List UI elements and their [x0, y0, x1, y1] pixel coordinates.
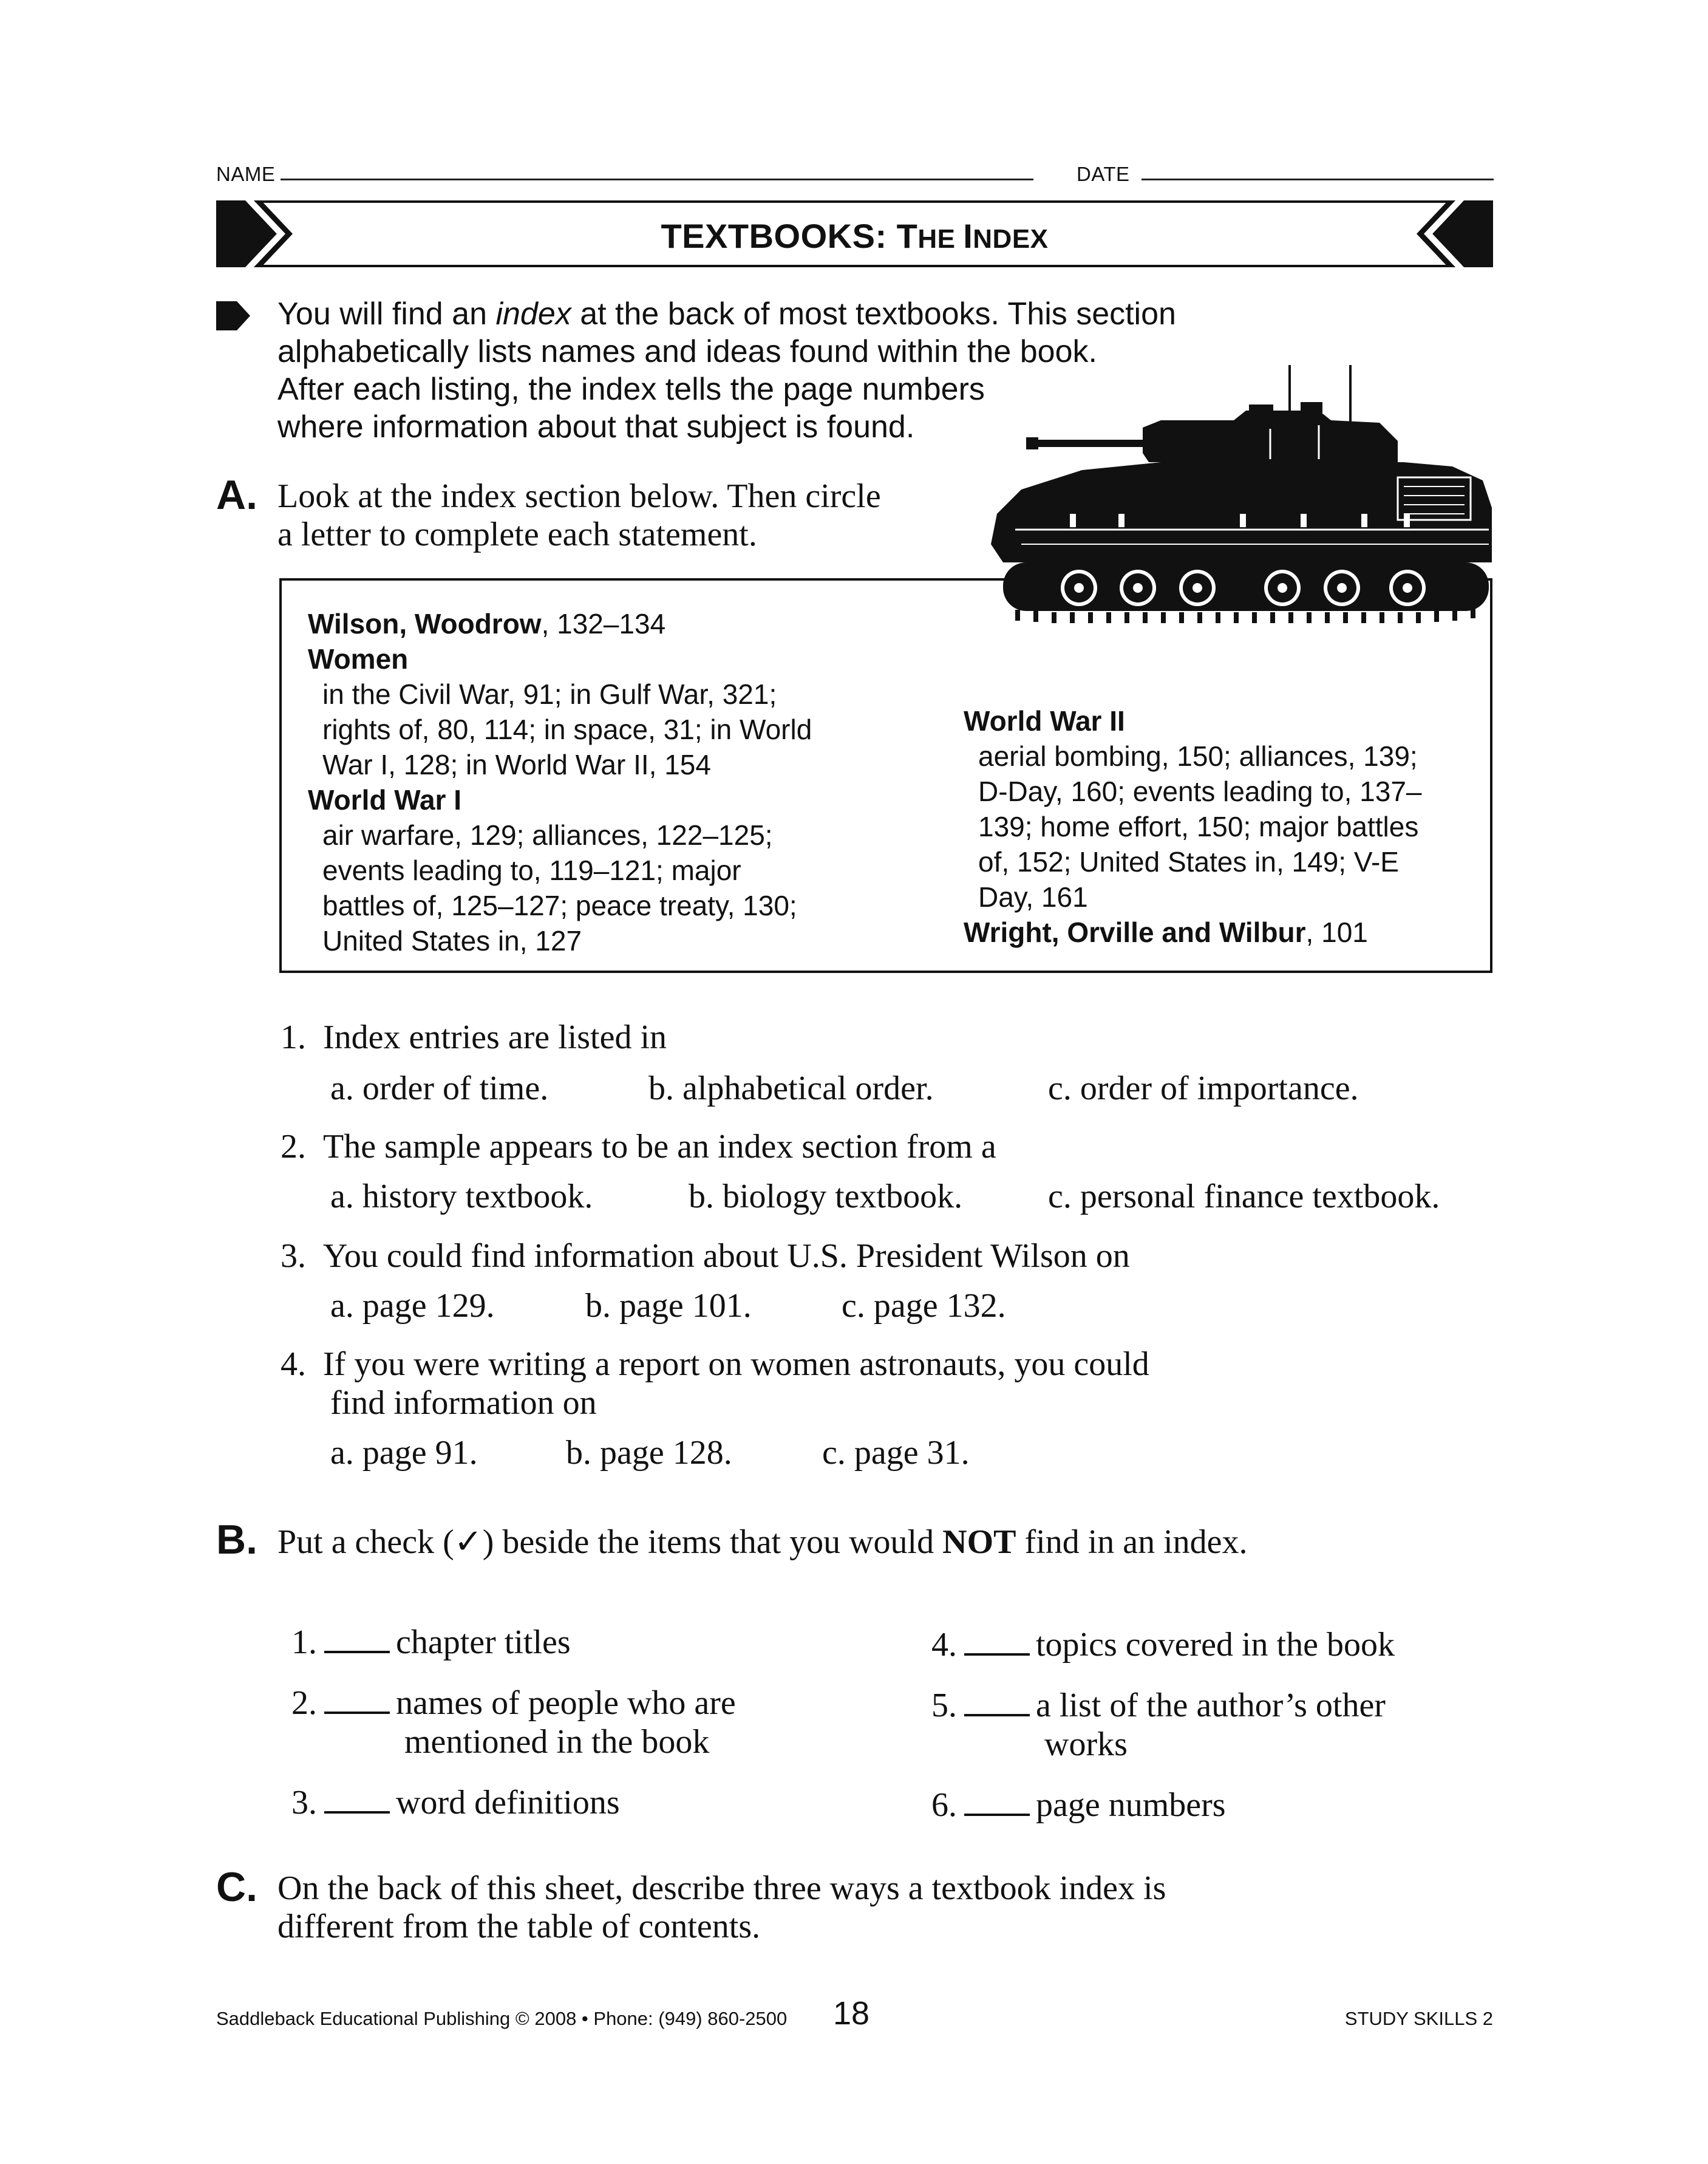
index-subentry: 139; home effort, 150; major battles [978, 811, 1419, 842]
question-2: 2. The sample appears to be an index section from a [281, 1128, 996, 1166]
intro-line-4: where information about that subject is found. [277, 409, 915, 445]
index-right-column [964, 703, 1486, 950]
section-a-letter: A. [216, 472, 257, 518]
footer-publisher: Saddleback Educational Publishing © 2008 • Phone: (949) 860-2500 [216, 2008, 788, 2029]
question-1: 1. Index entries are listed in [281, 1019, 667, 1056]
index-subentry: D-Day, 160; events leading to, 137– [978, 776, 1422, 807]
check-blank[interactable] [324, 1784, 390, 1814]
index-subentry: War I, 128; in World War II, 154 [322, 749, 711, 780]
index-subentry: of, 152; United States in, 149; V-E [978, 846, 1399, 878]
check-blank[interactable] [964, 1626, 1030, 1656]
name-line[interactable] [281, 179, 1033, 180]
index-entry-wilson: Wilson, Woodrow, 132–134 [308, 608, 666, 640]
date-label: DATE [1077, 163, 1130, 185]
q4-option-b[interactable]: b. page 128. [566, 1434, 732, 1472]
intro-line-3: After each listing, the index tells the page numbers [277, 372, 985, 407]
checklist-item-4[interactable]: 4. topics covered in the book [931, 1626, 1395, 1664]
q1-option-b[interactable]: b. alphabetical order. [648, 1070, 934, 1107]
page-number: 18 [833, 1995, 870, 2032]
section-c-instructions: On the back of this sheet, describe three ways a textbook index is different from the table of contents. [277, 1869, 1166, 1945]
index-subentry: battles of, 125–127; peace treaty, 130; [322, 890, 797, 921]
check-blank[interactable] [964, 1787, 1030, 1816]
check-blank[interactable] [324, 1685, 390, 1714]
arrow-bullet-icon [216, 301, 250, 330]
section-b-instructions: Put a check (✓) beside the items that you would NOT find in an index. [277, 1523, 1248, 1561]
index-entry-ww2: World War II [964, 705, 1125, 737]
date-line[interactable] [1142, 179, 1494, 180]
checklist-item-2[interactable]: 2. names of people who are mentioned in the book [291, 1684, 736, 1761]
title-banner [216, 200, 1493, 267]
index-subentry: events leading to, 119–121; major [322, 855, 741, 886]
q2-option-c[interactable]: c. personal finance textbook. [1048, 1178, 1440, 1215]
index-subentry: United States in, 127 [322, 925, 582, 957]
checklist-item-6[interactable]: 6. page numbers [931, 1786, 1226, 1824]
index-subentry: aerial bombing, 150; alliances, 139; [978, 740, 1418, 772]
question-3: 3. You could find information about U.S. President Wilson on [281, 1237, 1130, 1275]
index-subentry: rights of, 80, 114; in space, 31; in World [322, 714, 812, 745]
section-a-instructions: Look at the index section below. Then circle a letter to complete each statement. [277, 477, 881, 553]
footer-book-title: STUDY SKILLS 2 [1344, 2008, 1493, 2029]
q4-option-a[interactable]: a. page 91. [330, 1434, 478, 1472]
checklist-item-1[interactable]: 1. chapter titles [291, 1623, 571, 1661]
section-b-letter: B. [216, 1517, 257, 1563]
checklist-item-3[interactable]: 3. word definitions [291, 1784, 620, 1821]
q3-option-b[interactable]: b. page 101. [585, 1287, 752, 1325]
q1-option-a[interactable]: a. order of time. [330, 1070, 549, 1107]
index-entry-ww1: World War I [308, 784, 461, 816]
index-subentry: in the Civil War, 91; in Gulf War, 321; [322, 678, 777, 710]
check-blank[interactable] [324, 1624, 390, 1653]
index-left-column [308, 606, 927, 958]
index-entry-women: Women [308, 643, 409, 675]
q4-option-c[interactable]: c. page 31. [822, 1434, 970, 1472]
q3-option-a[interactable]: a. page 129. [330, 1287, 495, 1325]
q3-option-c[interactable]: c. page 132. [842, 1287, 1006, 1325]
check-blank[interactable] [964, 1687, 1030, 1716]
intro-line-1: You will find an index at the back of most textbooks. This section [277, 296, 1176, 332]
intro-line-2: alphabetically lists names and ideas found within the book. [277, 334, 1097, 369]
name-label: NAME [216, 163, 276, 185]
q1-option-c[interactable]: c. order of importance. [1048, 1070, 1359, 1107]
checklist-item-5[interactable]: 5. a list of the author’s other works [931, 1687, 1386, 1763]
q2-option-b[interactable]: b. biology textbook. [689, 1178, 963, 1215]
index-entry-wright: Wright, Orville and Wilbur, 101 [964, 916, 1368, 948]
section-c-letter: C. [216, 1864, 257, 1910]
index-subentry: Day, 161 [978, 881, 1088, 913]
armored-vehicle-icon [979, 362, 1501, 641]
page-title: TEXTBOOKS: THE INDEX [661, 217, 1049, 255]
q2-option-a[interactable]: a. history textbook. [330, 1178, 593, 1215]
question-4: 4. If you were writing a report on women astronauts, you could find information on [281, 1345, 1149, 1422]
index-subentry: air warfare, 129; alliances, 122–125; [322, 819, 773, 851]
